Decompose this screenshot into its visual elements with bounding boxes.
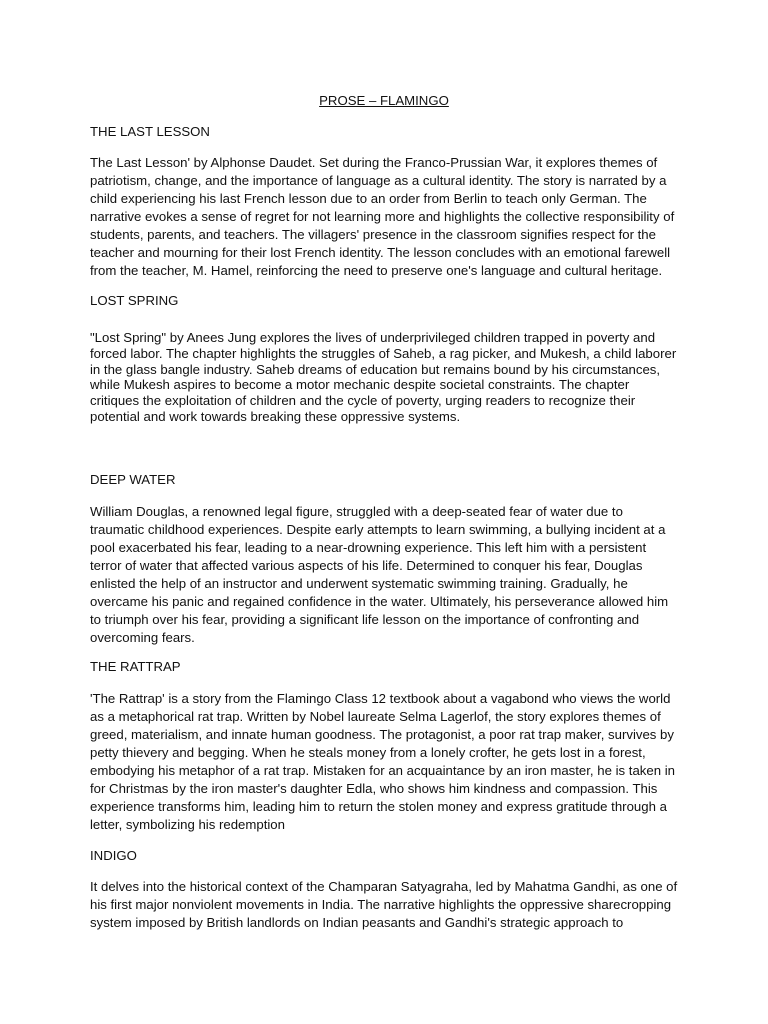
document-title: PROSE – FLAMINGO bbox=[319, 93, 449, 108]
section-text-indigo: It delves into the historical context of the Champaran Satyagraha, led by Mahatma Gandhi, as one of his first major nonviolent movements in India. The narrative highlights the oppressive sharecropping system imposed by British landlords on Indian peasants and Gandhi's strategic approach to bbox=[90, 879, 678, 930]
section-heading-deep-water: DEEP WATER bbox=[90, 472, 176, 487]
section-text-lost-spring: "Lost Spring" by Anees Jung explores the lives of underprivileged children trapped in poverty and forced labor. The chapter highlights the struggles of Saheb, a rag picker, and Mukesh, a child laborer in the glass bangle industry. Saheb dreams of education but remains bound by his circumstances, while Mukesh aspires to become a motor mechanic despite societal constraints. The chapter critiques the exploitation of children and the cycle of poverty, urging readers to recognize their potential and work towards breaking these oppressive systems. bbox=[90, 330, 677, 424]
section-heading-last-lesson: THE LAST LESSON bbox=[90, 124, 210, 139]
section-heading-indigo: INDIGO bbox=[90, 848, 137, 863]
section-heading-lost-spring: LOST SPRING bbox=[90, 293, 179, 308]
section-text-last-lesson: The Last Lesson' by Alphonse Daudet. Set during the Franco-Prussian War, it explores themes of patriotism, change, and the importance of language as a cultural identity. The story is narrated by a child experiencing his last French lesson due to an order from Berlin to teach only German. The narrative evokes a sense of regret for not learning more and highlights the collective responsibility of students, parents, and teachers. The villagers' presence in the classroom signifies respect for the teacher and mourning for their lost French identity. The lesson concludes with an emotional farewell from the teacher, M. Hamel, reinforcing the need to preserve one's language and cultural heritage. bbox=[90, 155, 675, 278]
section-text-deep-water: William Douglas, a renowned legal figure, struggled with a deep-seated fear of water due to traumatic childhood experiences. Despite early attempts to learn swimming, a bullying incident at a pool exacerbated his fear, leading to a near-drowning experience. This left him with a persistent terror of water that affected various aspects of his life. Determined to conquer his fear, Douglas enlisted the help of an instructor and underwent systematic swimming training. Gradually, he overcame his panic and regained confidence in the water. Ultimately, his perseverance allowed him to triumph over his fear, providing a significant life lesson on the importance of confronting and overcoming fears. bbox=[90, 504, 669, 645]
section-heading-rattrap: THE RATTRAP bbox=[90, 659, 181, 674]
section-text-rattrap: 'The Rattrap' is a story from the Flamingo Class 12 textbook about a vagabond who views the world as a metaphorical rat trap. Written by Nobel laureate Selma Lagerlof, the story explores themes of greed, materialism, and innate human goodness. The protagonist, a poor rat trap maker, survives by petty thievery and begging. When he steals money from a lonely crofter, he gets lost in a forest, embodying his metaphor of a rat trap. Mistaken for an acquaintance by an iron master, he is taken in for Christmas by the iron master's daughter Edla, who shows him kindness and compassion. This experience transforms him, leading him to return the stolen money and express gratitude through a letter, symbolizing his redemption bbox=[90, 691, 675, 832]
